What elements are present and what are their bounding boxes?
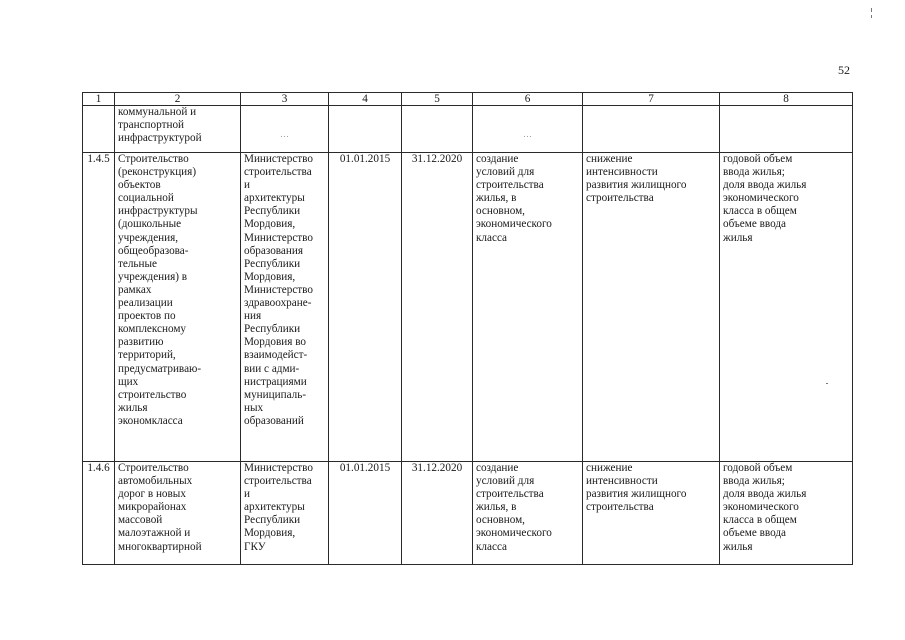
item-indicator: годовой объем ввода жилья; доля ввода жилья экономического класса в общем объеме ввода жилья [720, 462, 853, 565]
document-table [82, 92, 853, 565]
item-result: создание условий для строительства жилья, в основном, экономического класса [473, 153, 583, 462]
item-code [83, 106, 115, 153]
item-executor: Министерство строительства и архитектуры Республики Мордовия, Министерство образования Республики Мордовия, Министерство здравоохране- ния Республики Мордовия во взаимодейст- вии с адми- нистрациями муниципаль- ных образований [241, 153, 329, 462]
table-row [83, 106, 853, 153]
item-consequence: снижение интенсивности развития жилищного строительства [583, 462, 720, 565]
item-result: … [473, 106, 583, 153]
table-row [83, 462, 853, 565]
table-row [83, 153, 853, 462]
header-row [83, 93, 853, 106]
item-indicator [720, 106, 853, 153]
item-name: Строительство автомобильных дорог в новых микрорайонах массовой малоэтажной и многоквартирной [115, 462, 241, 565]
item-end-date [402, 106, 473, 153]
header-cell: 4 [329, 93, 402, 106]
item-consequence [583, 106, 720, 153]
item-start-date: 01.01.2015 [329, 462, 402, 565]
item-end-date: 31.12.2020 [402, 153, 473, 462]
header-cell: 6 [473, 93, 583, 106]
header-cell: 2 [115, 93, 241, 106]
page-number: 52 [838, 63, 850, 77]
header-cell: 3 [241, 93, 329, 106]
item-executor: … [241, 106, 329, 153]
header-cell: 5 [402, 93, 473, 106]
item-name: коммунальной и транспортной инфраструктурой [115, 106, 241, 153]
scan-speck [871, 15, 872, 18]
item-indicator: годовой объем ввода жилья; доля ввода жилья экономического класса в общем объеме ввода жилья [720, 153, 853, 462]
item-code: 1.4.6 [83, 462, 115, 565]
item-code: 1.4.5 [83, 153, 115, 462]
item-end-date: 31.12.2020 [402, 462, 473, 565]
item-consequence: снижение интенсивности развития жилищного строительства [583, 153, 720, 462]
item-executor: Министерство строительства и архитектуры Республики Мордовия, ГКУ [241, 462, 329, 565]
item-start-date: 01.01.2015 [329, 153, 402, 462]
scan-speck [871, 8, 872, 12]
item-result: создание условий для строительства жилья, в основном, экономического класса [473, 462, 583, 565]
item-start-date [329, 106, 402, 153]
header-cell: 7 [583, 93, 720, 106]
header-cell: 8 [720, 93, 853, 106]
header-cell: 1 [83, 93, 115, 106]
item-name: Строительство (реконструкция) объектов социальной инфраструктуры (дошкольные учреждения, общеобразова- тельные учреждения) в рамках реализации проектов по комплексному развитию территорий, предусматриваю- щих строительство жилья экономкласса [115, 153, 241, 462]
